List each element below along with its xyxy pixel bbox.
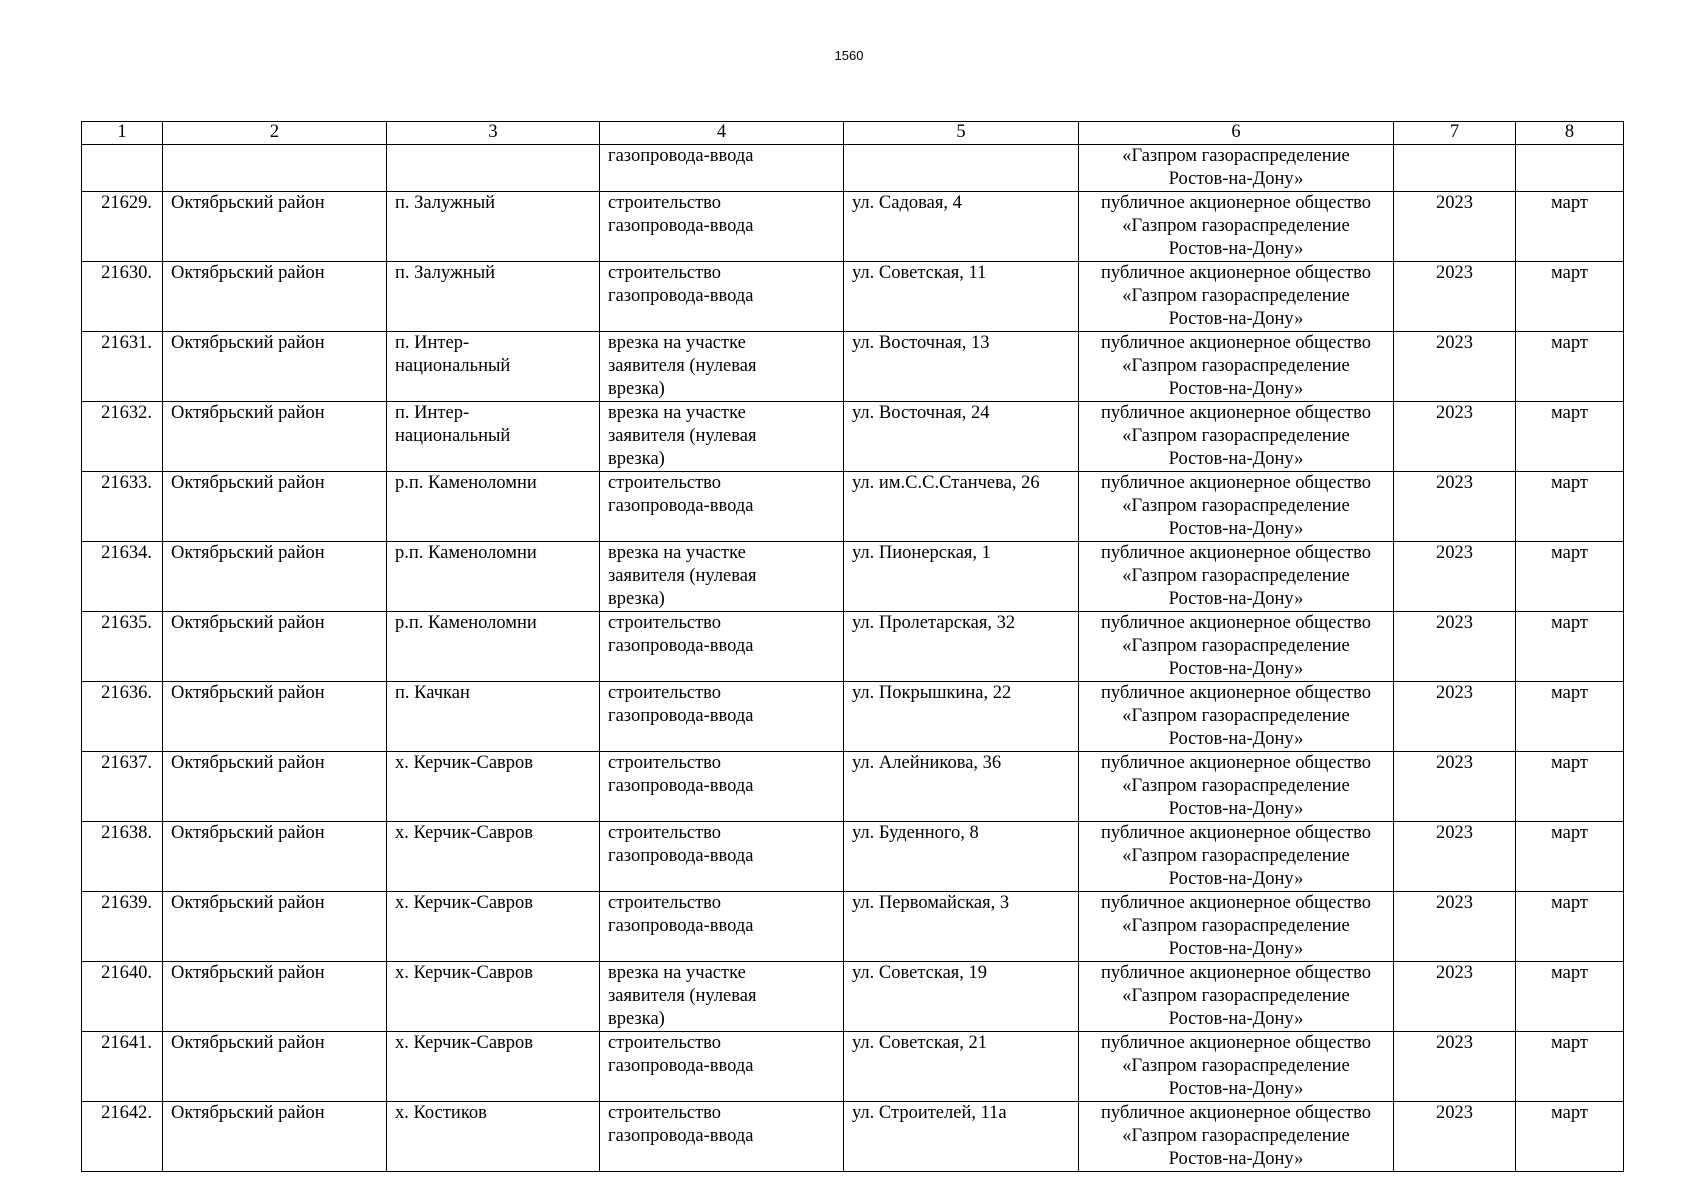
work-type-line: газопровода-ввода [608,916,754,936]
table-row [82,822,1624,892]
cell-address: ул. Восточная, 24 [844,402,1079,472]
work-type-line: строительство [608,473,722,493]
organization-line: «Газпром газораспределение [1122,216,1350,236]
cell-work-type [600,332,844,402]
cell-address: ул. Строителей, 11а [844,1102,1079,1172]
cell-month: март [1516,752,1624,822]
organization-line: публичное акционерное общество [1100,473,1372,493]
table-row [82,472,1624,542]
organization-line: Ростов-на-Дону» [1168,869,1304,889]
organization-line: Ростов-на-Дону» [1168,939,1304,959]
locality-line: п. Интер- [395,333,470,353]
cell-work-type [600,472,844,542]
cell-month: март [1516,822,1624,892]
cell-number: 21640. [82,962,163,1032]
organization-line: Ростов-на-Дону» [1168,169,1304,189]
work-type-line: строительство [608,193,722,213]
cell-year: 2023 [1394,892,1516,962]
work-type-line: газопровода-ввода [608,1056,754,1076]
cell-number: 21631. [82,332,163,402]
cell-month: март [1516,682,1624,752]
cell-organization [1079,145,1394,192]
cell-organization [1079,1032,1394,1102]
cell-number: 21639. [82,892,163,962]
work-type-line: врезка) [608,379,665,399]
cell-locality [387,752,600,822]
work-type-line: газопровода-ввода [608,636,754,656]
cell-locality [387,542,600,612]
locality-line: х. Керчик-Савров [395,1033,534,1053]
cell-month: март [1516,612,1624,682]
work-type-line: газопровода-ввода [608,286,754,306]
cell-year: 2023 [1394,962,1516,1032]
column-header: 2 [163,122,387,145]
cell-locality [387,962,600,1032]
work-type-line: врезка) [608,449,665,469]
cell-address: ул. Советская, 21 [844,1032,1079,1102]
cell-address: ул. Алейникова, 36 [844,752,1079,822]
cell-address: ул. Первомайская, 3 [844,892,1079,962]
cell-number: 21634. [82,542,163,612]
column-header: 5 [844,122,1079,145]
work-type-line: врезка на участке [608,543,746,563]
cell-number: 21632. [82,402,163,472]
cell-organization [1079,822,1394,892]
cell-locality [387,892,600,962]
cell-work-type [600,1032,844,1102]
cell-month: март [1516,262,1624,332]
work-type-line: газопровода-ввода [608,146,754,166]
cell-number: 21633. [82,472,163,542]
work-type-line: заявителя (нулевая [608,426,757,446]
work-type-line: газопровода-ввода [608,1126,754,1146]
column-header: 4 [600,122,844,145]
cell-year: 2023 [1394,402,1516,472]
locality-line: х. Керчик-Савров [395,753,534,773]
cell-organization [1079,192,1394,262]
organization-line: Ростов-на-Дону» [1168,239,1304,259]
cell-year: 2023 [1394,542,1516,612]
column-number-header-row [82,122,1624,145]
cell-district: Октябрьский район [163,402,387,472]
continuation-row [82,145,1624,192]
work-type-line: газопровода-ввода [608,706,754,726]
work-type-line: заявителя (нулевая [608,356,757,376]
work-type-line: строительство [608,263,722,283]
work-type-line: строительство [608,753,722,773]
cell-year: 2023 [1394,612,1516,682]
organization-line: публичное акционерное общество [1100,263,1372,283]
table-row [82,542,1624,612]
cell-year: 2023 [1394,472,1516,542]
cell-locality [387,1032,600,1102]
organization-line: Ростов-на-Дону» [1168,659,1304,679]
cell-district: Октябрьский район [163,472,387,542]
column-header: 6 [1079,122,1394,145]
work-type-line: врезка на участке [608,333,746,353]
cell-month: март [1516,332,1624,402]
cell-organization [1079,262,1394,332]
locality-line: национальный [395,426,511,446]
cell-district: Октябрьский район [163,612,387,682]
table-row [82,1102,1624,1172]
gas-works-table [81,121,1624,1172]
organization-line: «Газпром газораспределение [1122,356,1350,376]
table-row [82,752,1624,822]
work-type-line: газопровода-ввода [608,846,754,866]
locality-line: р.п. Каменоломни [395,543,537,563]
work-type-line: строительство [608,613,722,633]
cell-month: март [1516,472,1624,542]
organization-line: Ростов-на-Дону» [1168,1149,1304,1169]
cell-organization [1079,332,1394,402]
organization-line: Ростов-на-Дону» [1168,729,1304,749]
organization-line: Ростов-на-Дону» [1168,799,1304,819]
locality-line: р.п. Каменоломни [395,473,537,493]
cell-address: ул. Пионерская, 1 [844,542,1079,612]
cell-address: ул. им.С.С.Станчева, 26 [844,472,1079,542]
column-header: 1 [82,122,163,145]
cell-year [1394,145,1516,192]
cell-month: март [1516,1032,1624,1102]
organization-line: публичное акционерное общество [1100,333,1372,353]
cell-district [163,145,387,192]
cell-work-type [600,682,844,752]
cell-district: Октябрьский район [163,332,387,402]
cell-year: 2023 [1394,1102,1516,1172]
cell-address: ул. Покрышкина, 22 [844,682,1079,752]
cell-organization [1079,542,1394,612]
column-header: 3 [387,122,600,145]
cell-district: Октябрьский район [163,682,387,752]
work-type-line: врезка на участке [608,963,746,983]
cell-number: 21637. [82,752,163,822]
cell-year: 2023 [1394,752,1516,822]
cell-locality [387,192,600,262]
cell-number: 21636. [82,682,163,752]
work-type-line: врезка) [608,1009,665,1029]
cell-locality [387,472,600,542]
organization-line: «Газпром газораспределение [1122,426,1350,446]
organization-line: «Газпром газораспределение [1122,1126,1350,1146]
organization-line: публичное акционерное общество [1100,543,1372,563]
organization-line: публичное акционерное общество [1100,613,1372,633]
cell-district: Октябрьский район [163,962,387,1032]
table-row [82,612,1624,682]
cell-locality [387,402,600,472]
cell-address: ул. Пролетарская, 32 [844,612,1079,682]
locality-line: х. Керчик-Савров [395,893,534,913]
table-row [82,1032,1624,1102]
cell-organization [1079,1102,1394,1172]
cell-locality [387,682,600,752]
cell-organization [1079,472,1394,542]
locality-line: х. Керчик-Савров [395,823,534,843]
cell-month [1516,145,1624,192]
cell-work-type [600,192,844,262]
cell-district: Октябрьский район [163,892,387,962]
work-type-line: врезка на участке [608,403,746,423]
cell-number: 21641. [82,1032,163,1102]
cell-work-type [600,612,844,682]
cell-address: ул. Советская, 11 [844,262,1079,332]
cell-address: ул. Садовая, 4 [844,192,1079,262]
locality-line: х. Керчик-Савров [395,963,534,983]
table-row [82,262,1624,332]
cell-year: 2023 [1394,822,1516,892]
locality-line: п. Качкан [395,683,470,703]
organization-line: «Газпром газораспределение [1122,706,1350,726]
organization-line: публичное акционерное общество [1100,1033,1372,1053]
cell-year: 2023 [1394,192,1516,262]
cell-month: март [1516,402,1624,472]
cell-organization [1079,402,1394,472]
cell-work-type [600,892,844,962]
organization-line: Ростов-на-Дону» [1168,309,1304,329]
locality-line: х. Костиков [395,1103,487,1123]
cell-month: март [1516,962,1624,1032]
organization-line: публичное акционерное общество [1100,893,1372,913]
cell-work-type [600,402,844,472]
cell-work-type [600,145,844,192]
cell-organization [1079,612,1394,682]
locality-line: национальный [395,356,511,376]
cell-year: 2023 [1394,1032,1516,1102]
cell-address [844,145,1079,192]
organization-line: публичное акционерное общество [1100,403,1372,423]
cell-number: 21642. [82,1102,163,1172]
cell-organization [1079,892,1394,962]
organization-line: Ростов-на-Дону» [1168,519,1304,539]
work-type-line: заявителя (нулевая [608,986,757,1006]
cell-work-type [600,962,844,1032]
cell-number [82,145,163,192]
work-type-line: строительство [608,893,722,913]
locality-line: п. Интер- [395,403,470,423]
page-number: 1560 [834,48,864,63]
cell-number: 21635. [82,612,163,682]
cell-organization [1079,962,1394,1032]
organization-line: публичное акционерное общество [1100,753,1372,773]
table-body [82,122,1624,1172]
organization-line: публичное акционерное общество [1100,193,1372,213]
locality-line: р.п. Каменоломни [395,613,537,633]
column-header: 7 [1394,122,1516,145]
cell-locality [387,332,600,402]
cell-address: ул. Советская, 19 [844,962,1079,1032]
cell-locality [387,262,600,332]
organization-line: «Газпром газораспределение [1122,146,1350,166]
organization-line: «Газпром газораспределение [1122,566,1350,586]
organization-line: Ростов-на-Дону» [1168,589,1304,609]
organization-line: Ростов-на-Дону» [1168,379,1304,399]
organization-line: Ростов-на-Дону» [1168,449,1304,469]
organization-line: «Газпром газораспределение [1122,776,1350,796]
cell-month: март [1516,892,1624,962]
cell-work-type [600,752,844,822]
work-type-line: врезка) [608,589,665,609]
table-row [82,192,1624,262]
cell-month: март [1516,1102,1624,1172]
cell-work-type [600,542,844,612]
column-header: 8 [1516,122,1624,145]
work-type-line: строительство [608,1103,722,1123]
work-type-line: строительство [608,1033,722,1053]
cell-month: март [1516,192,1624,262]
cell-district: Октябрьский район [163,262,387,332]
organization-line: публичное акционерное общество [1100,1103,1372,1123]
organization-line: «Газпром газораспределение [1122,636,1350,656]
cell-locality [387,1102,600,1172]
table-row [82,962,1624,1032]
cell-address: ул. Буденного, 8 [844,822,1079,892]
cell-month: март [1516,542,1624,612]
cell-year: 2023 [1394,332,1516,402]
cell-work-type [600,262,844,332]
cell-year: 2023 [1394,682,1516,752]
table-row [82,892,1624,962]
cell-work-type [600,1102,844,1172]
work-type-line: газопровода-ввода [608,216,754,236]
cell-district: Октябрьский район [163,1102,387,1172]
table-row [82,682,1624,752]
work-type-line: строительство [608,683,722,703]
cell-number: 21629. [82,192,163,262]
cell-number: 21638. [82,822,163,892]
organization-line: «Газпром газораспределение [1122,286,1350,306]
organization-line: «Газпром газораспределение [1122,846,1350,866]
work-type-line: заявителя (нулевая [608,566,757,586]
organization-line: публичное акционерное общество [1100,683,1372,703]
organization-line: «Газпром газораспределение [1122,916,1350,936]
cell-organization [1079,682,1394,752]
work-type-line: строительство [608,823,722,843]
cell-locality [387,822,600,892]
organization-line: публичное акционерное общество [1100,963,1372,983]
work-type-line: газопровода-ввода [608,496,754,516]
work-type-line: газопровода-ввода [608,776,754,796]
organization-line: «Газпром газораспределение [1122,1056,1350,1076]
cell-district: Октябрьский район [163,822,387,892]
table-row [82,332,1624,402]
cell-year: 2023 [1394,262,1516,332]
organization-line: Ростов-на-Дону» [1168,1079,1304,1099]
cell-work-type [600,822,844,892]
cell-district: Октябрьский район [163,752,387,822]
organization-line: «Газпром газораспределение [1122,496,1350,516]
cell-address: ул. Восточная, 13 [844,332,1079,402]
organization-line: «Газпром газораспределение [1122,986,1350,1006]
cell-district: Октябрьский район [163,192,387,262]
table-row [82,402,1624,472]
cell-locality [387,612,600,682]
locality-line: п. Залужный [395,263,496,283]
cell-organization [1079,752,1394,822]
organization-line: публичное акционерное общество [1100,823,1372,843]
cell-locality [387,145,600,192]
organization-line: Ростов-на-Дону» [1168,1009,1304,1029]
cell-district: Октябрьский район [163,1032,387,1102]
locality-line: п. Залужный [395,193,496,213]
cell-number: 21630. [82,262,163,332]
cell-district: Октябрьский район [163,542,387,612]
